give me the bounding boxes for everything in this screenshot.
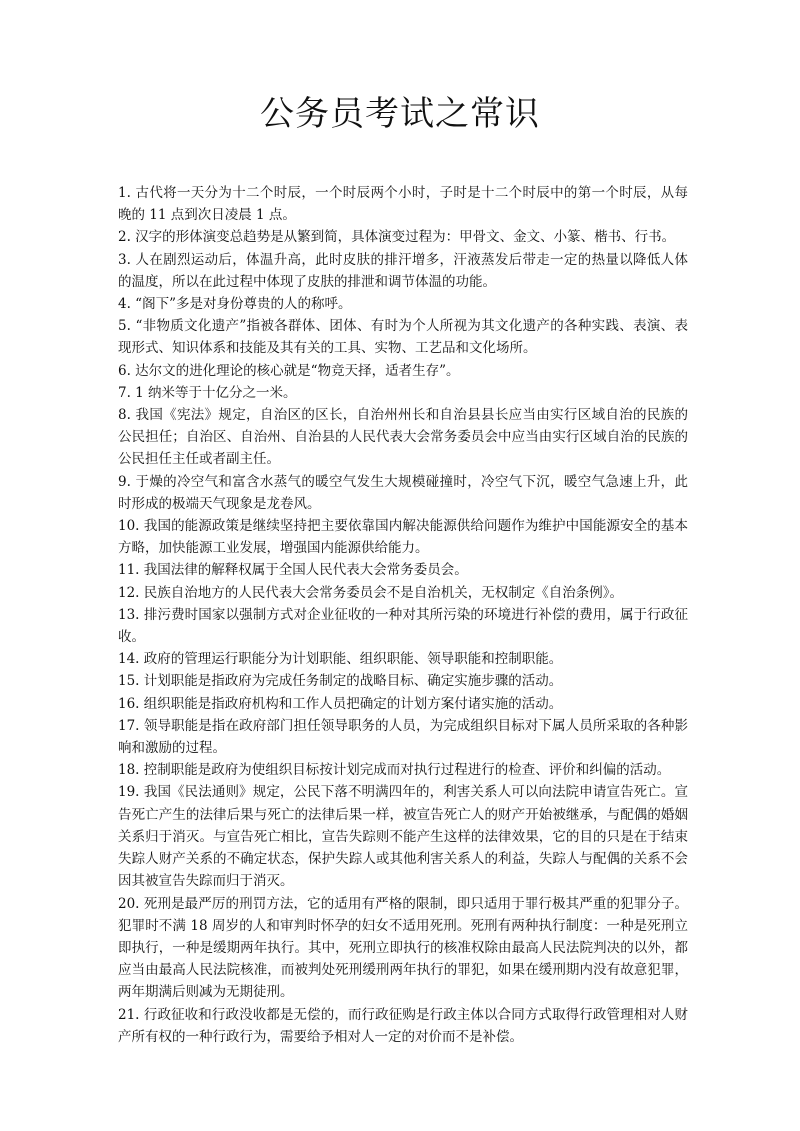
list-item: 8. 我国《宪法》规定，自治区的区长，自治州州长和自治县县长应当由实行区域自治的民族的公民担任；自治区、自治州、自治县的人民代表大会常务委员会中应当由实行区域自治的民族的公民担任主任或者副主任。 bbox=[118, 407, 688, 468]
list-item: 13. 排污费时国家以强制方式对企业征收的一种对其所污染的环境进行补偿的费用，属于行政征收。 bbox=[118, 606, 688, 646]
list-item: 5. “非物质文化遗产”指被各群体、团体、有时为个人所视为其文化遗产的各种实践、表演、表现形式、知识体系和技能及其有关的工具、实物、工艺品和文化场所。 bbox=[118, 318, 688, 357]
list-item: 18. 控制职能是政府为使组织目标按计划完成而对执行过程进行的检查、评价和纠偏的活动。 bbox=[118, 762, 671, 779]
list-item: 6. 达尔文的进化理论的核心就是“物竞天择，适者生存”。 bbox=[118, 362, 460, 379]
document-title: 公务员考试之常识 bbox=[260, 94, 540, 134]
list-item: 12. 民族自治地方的人民代表大会常务委员会不是自治机关，无权制定《自治条例》。 bbox=[118, 584, 624, 601]
list-item: 17. 领导职能是指在政府部门担任领导职务的人员，为完成组织目标对下属人员所采取的各种影响和激励的过程。 bbox=[118, 717, 688, 757]
list-item: 21. 行政征收和行政没收都是无偿的，而行政征购是行政主体以合同方式取得行政管理相对人财产所有权的一种行政行为，需要给予相对人一定的对价而不是补偿。 bbox=[118, 1006, 688, 1045]
list-item: 14. 政府的管理运行职能分为计划职能、组织职能、领导职能和控制职能。 bbox=[118, 651, 563, 668]
list-item: 16. 组织职能是指政府机构和工作人员把确定的计划方案付诸实施的活动。 bbox=[118, 695, 563, 712]
list-item: 15. 计划职能是指政府为完成任务制定的战略目标、确定实施步骤的活动。 bbox=[118, 673, 563, 690]
list-item: 2. 汉字的形体演变总趋势是从繁到简，具体演变过程为：甲骨文、金文、小篆、楷书、行书。 bbox=[118, 229, 676, 246]
item-list bbox=[118, 182, 688, 1048]
list-item: 9. 于燥的冷空气和富含水蒸气的暖空气发生大规模碰撞时，冷空气下沉，暖空气急速上升，此时形成的极端天气现象是龙卷风。 bbox=[118, 473, 688, 512]
list-item: 3. 人在剧烈运动后，体温升高，此时皮肤的排汗增多，汗液蒸发后带走一定的热量以降低人体的温度，所以在此过程中体现了皮肤的排泄和调节体温的功能。 bbox=[118, 251, 688, 290]
list-item: 20. 死刑是最严厉的刑罚方法，它的适用有严格的限制，即只适用于罪行极其严重的犯罪分子。犯罪时不满 18 周岁的人和审判时怀孕的妇女不适用死刑。死刑有两种执行制度：一种是死刑立即执行，一种是缓期两年执行。其中，死刑立即执行的核准权除由最高人民法院判决的以外，都应当由最高人民法院核准，而被判处死刑缓刑两年执行的罪犯，如果在缓刑期内没有故意犯罪，两年期满后则减为无期徒刑。 bbox=[118, 895, 688, 1001]
list-item: 1. 古代将一天分为十二个时辰，一个时辰两个小时，子时是十二个时辰中的第一个时辰，从每晚的 11 点到次日凌晨 1 点。 bbox=[118, 185, 688, 224]
list-item: 7. 1 纳米等于十亿分之一米。 bbox=[118, 384, 297, 401]
list-item: 19. 我国《民法通则》规定，公民下落不明满四年的，利害关系人可以向法院申请宣告死亡。宣告死亡产生的法律后果与死亡的法律后果一样，被宣告死亡人的财产开始被继承，与配偶的婚姻关系归于消灭。与宣告死亡相比，宣告失踪则不能产生这样的法律效果，它的目的只是在于结束失踪人财产关系的不确定状态，保护失踪人或其他利害关系人的利益，失踪人与配偶的关系不会因其被宣告失踪而归于消灭。 bbox=[118, 784, 688, 890]
list-item: 11. 我国法律的解释权属于全国人民代表大会常务委员会。 bbox=[118, 562, 468, 579]
list-item: 10. 我国的能源政策是继续坚持把主要依靠国内解决能源供给问题作为维护中国能源安全的基本方略，加快能源工业发展，增强国内能源供给能力。 bbox=[118, 518, 688, 557]
list-item: 4. “阁下”多是对身份尊贵的人的称呼。 bbox=[118, 296, 352, 313]
